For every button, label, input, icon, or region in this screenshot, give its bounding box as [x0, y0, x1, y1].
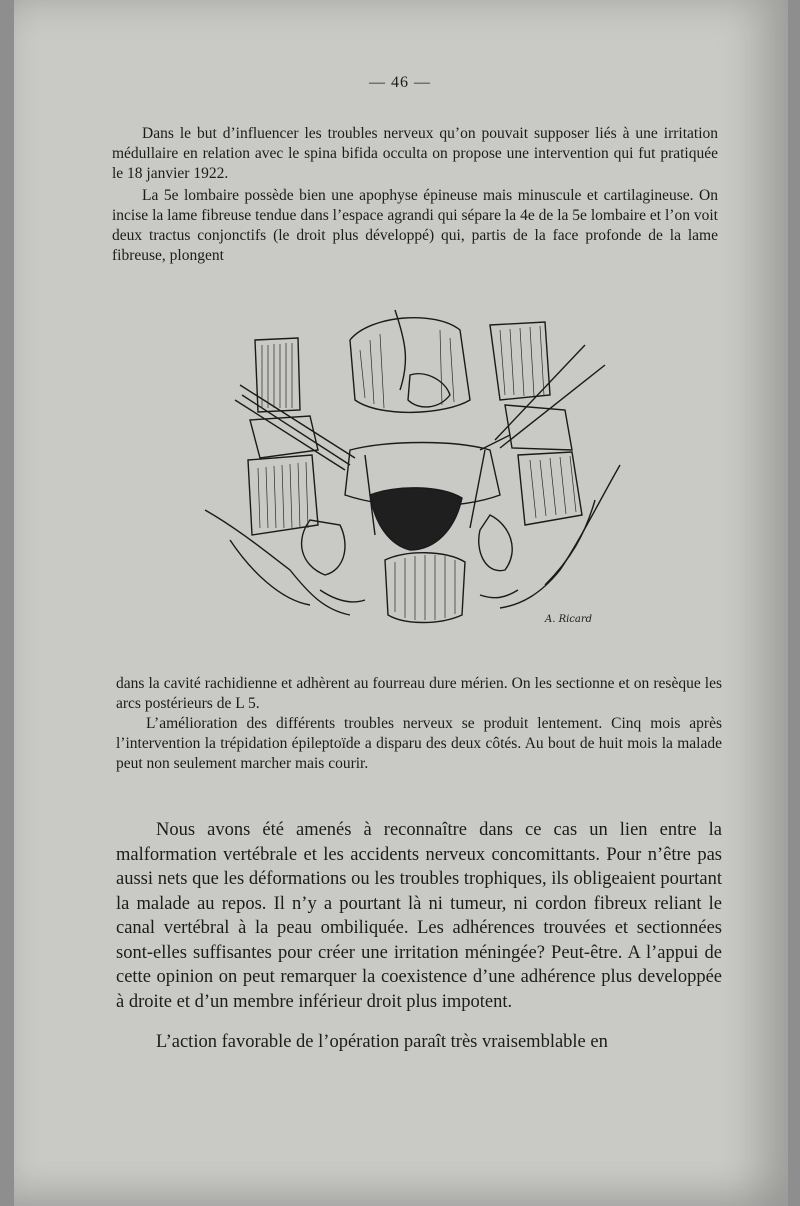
paragraph-conclusion: Nous avons été amenés à reconnaître dans ce cas un lien entre la malformation vertébrale et les accidents nerveux concomittants. Pour n’être pas aussi nets que les déformations ou les troubles trophiques, ils obligeaient pourtant la malade au repos. Il n’y a pourtant là ni tumeur, ni cordon fibreux reliant le canal vertébral à la peau ombiliquée. Les adhérences trouvées et sectionnées sont-elles suffisantes pour créer une irritation méningée? Peut-être. A l’appui de cette opinion on peut remarquer la coexistence d’une adhérence plus developpée à droite et d’un membre inférieur droit plus impotent.: [116, 820, 722, 1012]
paragraph-action: L’action favorable de l’opération paraît très vraisemblable en: [156, 1032, 608, 1052]
paragraph-intervention: Dans le but d’influencer les troubles nerveux qu’on pouvait supposer liés à une irritation médullaire en relation avec le spina bifida occulta on propose une intervention qui fut pratiquée le 18 janvier 1922.: [112, 125, 718, 182]
paragraph-amelioration: L’amélioration des différents troubles nerveux se produit lentement. Cinq mois après l’intervention la trépidation épileptoïde a disparu des deux côtés. Au bout de huit mois la malade peut non seulement marcher mais courir.: [116, 715, 722, 772]
paragraph-cavite: dans la cavité rachidienne et adhèrent au fourreau dure mérien. On les sectionne et on resèque les arcs postérieurs de L 5.: [116, 675, 722, 712]
paragraph-lombaire: La 5e lombaire possède bien une apophyse épineuse mais minuscule et cartilagineuse. On incise la lame fibreuse tendue dans l’espace agrandi qui sépare la 4e de la 5e lombaire et l’on voit deux tractus conjonctifs (le droit plus développé) qui, partis de la face profonde de la lame fibreuse, plongent: [112, 187, 718, 264]
illustrator-signature: A. Ricard: [545, 614, 593, 625]
page-number: — 46 —: [369, 74, 431, 91]
surgical-illustration: [200, 300, 630, 640]
